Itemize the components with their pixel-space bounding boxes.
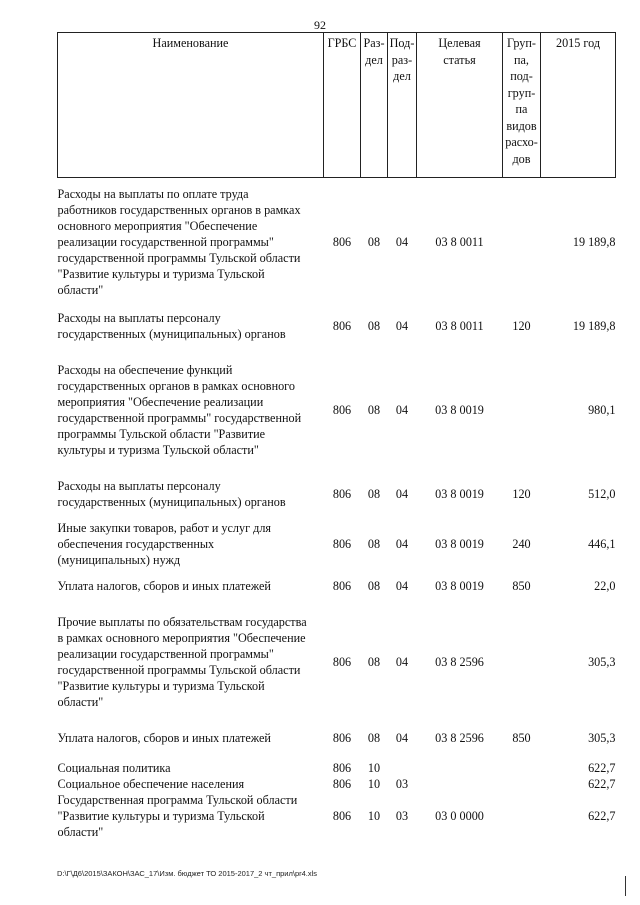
cell-razdel: 10 bbox=[367, 809, 381, 823]
row-name-line: программы Тульской области "Развитие bbox=[57, 427, 266, 441]
cell-amount: 19 189,8 bbox=[572, 319, 616, 333]
row-name-line: работников государственных органов в рамках bbox=[57, 203, 301, 217]
cell-target: 03 8 0019 bbox=[435, 487, 484, 501]
cell-podrazdel: 04 bbox=[395, 235, 409, 249]
cell-target: 03 8 0019 bbox=[435, 579, 484, 593]
table-row bbox=[58, 362, 616, 478]
cell-podrazdel: 03 bbox=[395, 777, 409, 791]
table-row bbox=[58, 730, 616, 760]
row-name-line: государственной программы Тульской области bbox=[57, 251, 301, 265]
table-header-row bbox=[58, 33, 616, 178]
row-name-line: государственной программы Тульской области bbox=[57, 663, 301, 677]
cell-target: 03 8 0011 bbox=[435, 235, 484, 249]
cell-amount: 305,3 bbox=[588, 655, 616, 669]
cell-podrazdel: 04 bbox=[395, 579, 409, 593]
row-name bbox=[58, 578, 324, 614]
cell-group: 240 bbox=[512, 537, 531, 551]
table-row bbox=[58, 578, 616, 614]
row-name-line: (муниципальных) нужд bbox=[57, 553, 181, 567]
cell-group bbox=[503, 760, 541, 776]
cell-amount: 446,1 bbox=[588, 537, 616, 551]
row-name-line: области" bbox=[57, 825, 104, 839]
cell-razdel: 08 bbox=[367, 731, 381, 745]
header-grbs: ГРБС bbox=[324, 33, 361, 178]
cell-group bbox=[503, 362, 541, 478]
cell-target: 03 8 2596 bbox=[435, 731, 484, 745]
cell-group: 120 bbox=[512, 319, 531, 333]
row-name-line: Государственная программа Тульской области bbox=[57, 793, 298, 807]
cell-amount: 622,7 bbox=[588, 777, 616, 791]
cell-grbs: 806 bbox=[332, 579, 352, 593]
row-name bbox=[58, 776, 324, 792]
row-name-line: культуры и туризма Тульской области" bbox=[57, 443, 259, 457]
table-row bbox=[58, 178, 616, 311]
cell-razdel: 08 bbox=[367, 403, 381, 417]
row-name-line: основного мероприятия "Обеспечение bbox=[57, 219, 258, 233]
row-name-line: Прочие выплаты по обязательствам государства bbox=[57, 615, 307, 629]
cell-grbs: 806 bbox=[332, 777, 352, 791]
table-row bbox=[58, 776, 616, 792]
cell-amount: 22,0 bbox=[594, 579, 616, 593]
cell-razdel: 10 bbox=[367, 761, 381, 775]
cell-target: 03 8 2596 bbox=[435, 655, 484, 669]
cell-group: 120 bbox=[512, 487, 531, 501]
header-year: 2015 год bbox=[541, 33, 616, 178]
row-name-line: Иные закупки товаров, работ и услуг для bbox=[57, 521, 272, 535]
row-name-line: государственной программы" государственной bbox=[57, 411, 302, 425]
cell-amount: 19 189,8 bbox=[572, 235, 616, 249]
row-name-line: государственных (муниципальных) органов bbox=[57, 495, 286, 509]
row-name-line: государственных (муниципальных) органов bbox=[57, 327, 286, 341]
row-name-line: реализации государственной программы" bbox=[57, 647, 274, 661]
table-row bbox=[58, 520, 616, 578]
cell-amount: 512,0 bbox=[588, 487, 616, 501]
cell-razdel: 08 bbox=[367, 579, 381, 593]
footer-file-path: D:\Г\Д6\2015\ЗАКОН\ЗАС_17\Изм. бюджет ТО 2015-2017_2 чт_прил\pr4.xls bbox=[57, 869, 318, 878]
cell-group: 850 bbox=[512, 731, 531, 745]
row-name bbox=[58, 178, 324, 311]
header-target: Целевая статья bbox=[417, 33, 503, 178]
row-name-line: Уплата налогов, сборов и иных платежей bbox=[57, 731, 271, 745]
row-name-line: "Развитие культуры и туризма Тульской bbox=[57, 267, 265, 281]
header-razdel: Раз- дел bbox=[361, 33, 388, 178]
cell-podrazdel: 04 bbox=[395, 731, 409, 745]
cell-target bbox=[417, 776, 503, 792]
cell-group bbox=[503, 776, 541, 792]
cell-grbs: 806 bbox=[332, 809, 352, 823]
cell-grbs: 806 bbox=[332, 761, 352, 775]
row-name-line: Расходы на выплаты по оплате труда bbox=[57, 187, 249, 201]
row-name-line: государственных органов в рамках основного bbox=[57, 379, 295, 393]
table-row bbox=[58, 614, 616, 730]
row-name bbox=[58, 520, 324, 578]
cell-grbs: 806 bbox=[332, 537, 352, 551]
row-name-line: Расходы на обеспечение функций bbox=[57, 363, 233, 377]
header-podrazdel: Под- раз- дел bbox=[388, 33, 417, 178]
cell-amount: 980,1 bbox=[588, 403, 616, 417]
row-name-line: обеспечения государственных bbox=[57, 537, 215, 551]
row-name bbox=[58, 792, 324, 840]
header-group: Груп- па, под- груп- па видов расхо- дов bbox=[503, 33, 541, 178]
cell-target: 03 8 0011 bbox=[435, 319, 484, 333]
cell-amount: 305,3 bbox=[588, 731, 616, 745]
cell-podrazdel: 04 bbox=[395, 319, 409, 333]
cell-group bbox=[503, 178, 541, 311]
cell-grbs: 806 bbox=[332, 235, 352, 249]
row-name-line: Социальное обеспечение населения bbox=[57, 777, 245, 791]
cell-razdel: 08 bbox=[367, 537, 381, 551]
cell-grbs: 806 bbox=[332, 655, 352, 669]
cell-razdel: 10 bbox=[367, 777, 381, 791]
page-number: 92 bbox=[314, 18, 326, 32]
cell-amount: 622,7 bbox=[588, 761, 616, 775]
cell-razdel: 08 bbox=[367, 235, 381, 249]
row-name-line: Расходы на выплаты персоналу bbox=[57, 479, 221, 493]
table-row bbox=[58, 310, 616, 362]
cell-grbs: 806 bbox=[332, 319, 352, 333]
row-name bbox=[58, 362, 324, 478]
row-name-line: в рамках основного мероприятия "Обеспечение bbox=[57, 631, 306, 645]
cell-target: 03 8 0019 bbox=[435, 403, 484, 417]
cell-grbs: 806 bbox=[332, 731, 352, 745]
cell-razdel: 08 bbox=[367, 655, 381, 669]
cell-target: 03 8 0019 bbox=[435, 537, 484, 551]
table-row bbox=[58, 760, 616, 776]
cell-razdel: 08 bbox=[367, 487, 381, 501]
cell-grbs: 806 bbox=[332, 487, 352, 501]
row-name-line: Социальная политика bbox=[57, 761, 171, 775]
table-body bbox=[58, 178, 616, 841]
budget-table bbox=[57, 32, 616, 840]
cell-podrazdel: 03 bbox=[395, 809, 409, 823]
row-name bbox=[58, 310, 324, 362]
cell-podrazdel: 04 bbox=[395, 487, 409, 501]
cell-podrazdel: 04 bbox=[395, 537, 409, 551]
edge-mark bbox=[625, 876, 626, 896]
row-name-line: Уплата налогов, сборов и иных платежей bbox=[57, 579, 271, 593]
cell-grbs: 806 bbox=[332, 403, 352, 417]
row-name-line: Расходы на выплаты персоналу bbox=[57, 311, 221, 325]
row-name bbox=[58, 614, 324, 730]
row-name bbox=[58, 760, 324, 776]
cell-group bbox=[503, 792, 541, 840]
cell-group: 850 bbox=[512, 579, 531, 593]
row-name-line: мероприятия "Обеспечение реализации bbox=[57, 395, 264, 409]
cell-target bbox=[417, 760, 503, 776]
cell-podrazdel: 04 bbox=[395, 403, 409, 417]
row-name-line: области" bbox=[57, 695, 104, 709]
row-name-line: реализации государственной программы" bbox=[57, 235, 274, 249]
row-name bbox=[58, 730, 324, 760]
cell-razdel: 08 bbox=[367, 319, 381, 333]
header-name: Наименование bbox=[58, 33, 324, 178]
cell-podrazdel: 04 bbox=[395, 655, 409, 669]
cell-target: 03 0 0000 bbox=[435, 809, 484, 823]
row-name bbox=[58, 478, 324, 520]
table-row bbox=[58, 792, 616, 840]
table-row bbox=[58, 478, 616, 520]
cell-group bbox=[503, 614, 541, 730]
row-name-line: "Развитие культуры и туризма Тульской bbox=[57, 679, 265, 693]
row-name-line: "Развитие культуры и туризма Тульской bbox=[57, 809, 265, 823]
row-name-line: области" bbox=[57, 283, 104, 297]
cell-amount: 622,7 bbox=[588, 809, 616, 823]
cell-podrazdel bbox=[388, 760, 417, 776]
